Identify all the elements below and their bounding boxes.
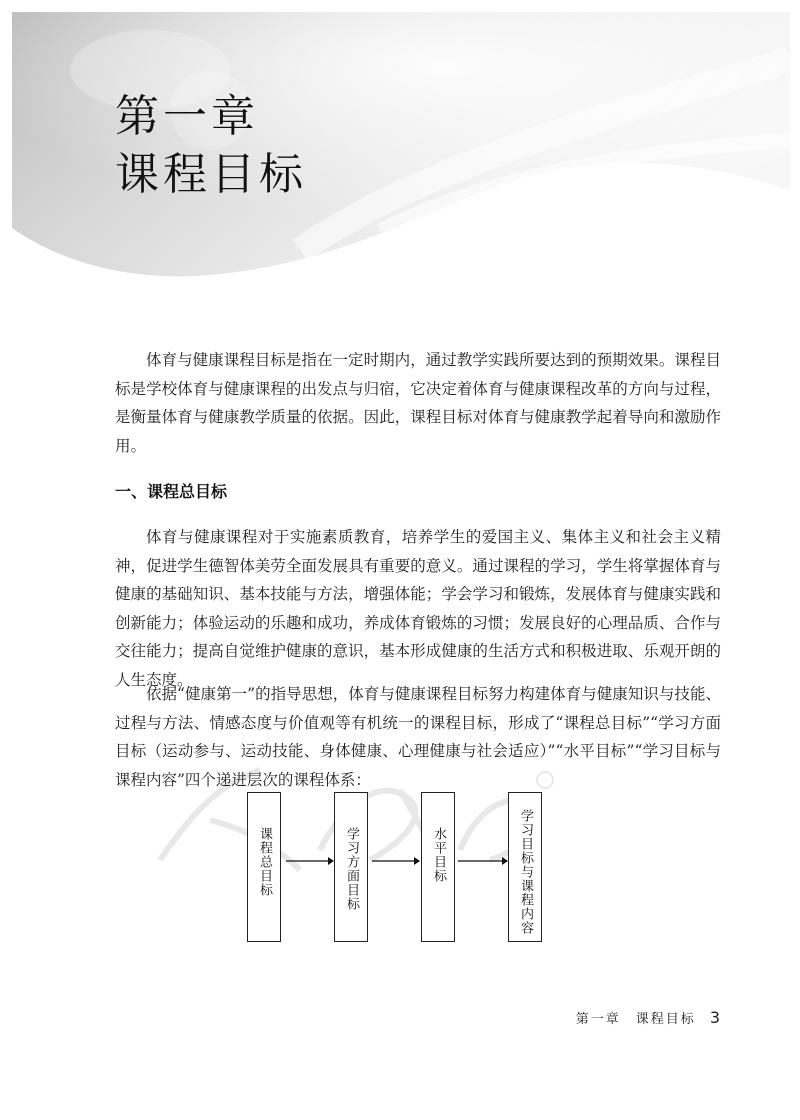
- diagram-box-learning-goals-content: 学习目标与课程内容: [508, 792, 542, 942]
- chapter-number: 第一章: [115, 91, 259, 142]
- chapter-title: [115, 88, 307, 204]
- page-number: 3: [709, 1008, 720, 1027]
- body-paragraph-2: 依据“健康第一”的指导思想，体育与健康课程目标努力构建体育与健康知识与技能、过程与方法、情感态度与价值观等有机统一的课程目标，形成了“课程总目标”“学习方面目标（运动参与、运动技能、身体健康、心理健康与社会适应）”“水平目标”“学习目标与课程内容”四个递进层次的课程体系：: [115, 685, 721, 789]
- chapter-name: 课程目标: [115, 149, 307, 200]
- footer-chapter-label: 第一章 课程目标: [575, 1012, 696, 1027]
- arrow-right-icon: [456, 855, 508, 867]
- section-heading: 一、课程总目标: [115, 482, 228, 501]
- page-footer: [576, 1008, 720, 1027]
- diagram-box-level-goals: 水平目标: [421, 792, 455, 942]
- diagram-box-aspect-goals: 学习方面目标: [334, 792, 368, 942]
- arrow-right-icon: [370, 855, 420, 867]
- intro-paragraph: 体育与健康课程目标是指在一定时期内，通过教学实践所要达到的预期效果。课程目标是学校体育与健康课程的出发点与归宿，它决定着体育与健康课程改革的方向与过程，是衡量体育与健康教学质量的依据。因此，课程目标对体育与健康教学起着导向和激励作用。: [115, 351, 721, 455]
- diagram-box-overall-goal: 课程总目标: [247, 792, 281, 942]
- body-paragraph-1: 体育与健康课程对于实施素质教育，培养学生的爱国主义、集体主义和社会主义精神，促进学生德智体美劳全面发展具有重要的意义。通过课程的学习，学生将掌握体育与健康的基础知识、基本技能与方法，增强体能；学会学习和锻炼，发展体育与健康实践和创新能力；体验运动的乐趣和成功，养成体育锻炼的习惯；发展良好的心理品质、合作与交往能力；提高自觉维护健康的意识，基本形成健康的生活方式和积极进取、乐观开朗的人生态度。: [115, 528, 721, 689]
- arrow-right-icon: [284, 855, 334, 867]
